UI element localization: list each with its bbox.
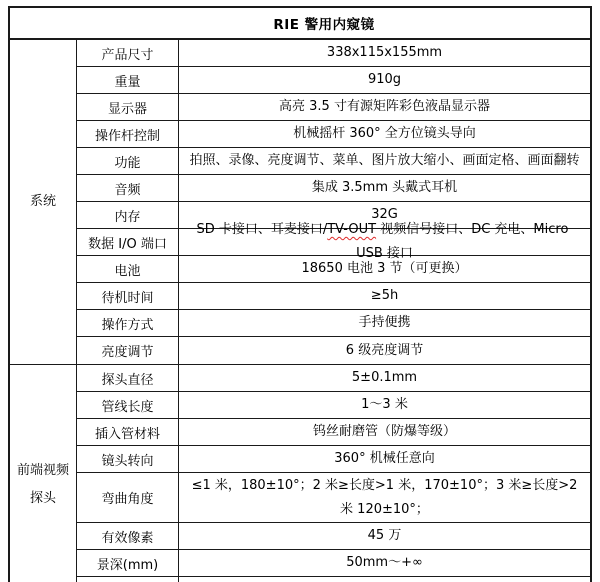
spec-value-text: 集成 3.5mm 头戴式耳机 (311, 180, 458, 195)
spec-label (77, 577, 179, 582)
spec-label: 操作方式 (77, 310, 179, 336)
spec-label: 待机时间 (77, 283, 179, 309)
spec-value-text: 45 万 (367, 528, 402, 543)
spec-label: 探头直径 (77, 365, 179, 391)
sections (10, 40, 590, 582)
spec-value (179, 40, 590, 66)
spec-row (77, 222, 590, 261)
spec-label: 产品尺寸 (77, 40, 179, 66)
group-label-line: 探头 (29, 490, 56, 506)
spec-row (77, 121, 590, 148)
spec-label: 弯曲角度 (77, 473, 179, 522)
spec-value-text: 360° 机械任意向 (334, 451, 435, 466)
value-text-part: 视频信号接口、DC 充电、Micro USB 接口 (356, 222, 573, 261)
spec-value-text: 18650 电池 3 节（可更换） (301, 261, 468, 276)
spec-label: 重量 (77, 67, 179, 93)
spec-value (179, 175, 590, 201)
spec-value-text: 32G (371, 207, 398, 222)
spec-value (179, 148, 590, 174)
spec-label: 功能 (77, 148, 179, 174)
spec-value-text: 910g (367, 72, 402, 87)
spellcheck-underlined-text: TV-OUT (327, 222, 377, 237)
spec-label: 亮度调节 (77, 337, 179, 364)
spec-label: 数据 I/O 端口 (77, 229, 179, 255)
spec-value (179, 256, 590, 282)
spec-value (179, 523, 590, 549)
spec-value (179, 550, 590, 576)
spec-row (77, 446, 590, 473)
spec-row (77, 175, 590, 202)
group-cell (10, 365, 77, 582)
spec-row (77, 550, 590, 577)
spec-value (179, 222, 590, 261)
spec-value-text: 拍照、录像、亮度调节、菜单、图片放大缩小、画面定格、画面翻转 (189, 153, 580, 168)
spec-value-text: 50mm～+∞ (346, 555, 423, 570)
value-text-part: SD 卡接口、耳麦接口/ (196, 222, 328, 237)
spec-value (179, 365, 590, 391)
spec-value-text: 1～3 米 (361, 397, 408, 412)
spec-row (77, 365, 590, 392)
spec-row-partial (77, 577, 590, 582)
spec-value (179, 67, 590, 93)
spec-label: 镜头转向 (77, 446, 179, 472)
spec-row (77, 473, 590, 523)
spec-row (77, 392, 590, 419)
spec-label: 插入管材料 (77, 419, 179, 445)
spec-value (179, 283, 590, 309)
spec-label: 电池 (77, 256, 179, 282)
spec-row (77, 337, 590, 364)
spec-section (10, 40, 590, 364)
spec-value-text: 手持便携 (358, 315, 411, 330)
spec-row (77, 283, 590, 310)
spec-row (77, 67, 590, 94)
spec-label: 内存 (77, 202, 179, 228)
spec-value (179, 473, 590, 522)
spec-value (179, 94, 590, 120)
spec-label: 有效像素 (77, 523, 179, 549)
spec-row (77, 40, 590, 67)
spec-value (179, 392, 590, 418)
spec-label: 显示器 (77, 94, 179, 120)
spec-label: 管线长度 (77, 392, 179, 418)
spec-value-text: 高亮 3.5 寸有源矩阵彩色液晶显示器 (279, 99, 490, 114)
spec-value (179, 121, 590, 147)
spec-row (77, 148, 590, 175)
spec-value (179, 577, 590, 582)
spec-value-text: 5±0.1mm (351, 370, 418, 385)
spec-rows (77, 40, 590, 364)
spec-label: 操作杆控制 (77, 121, 179, 147)
spec-value-text: 机械摇杆 360° 全方位镜头导向 (293, 126, 476, 141)
spec-label: 景深(mm) (77, 550, 179, 576)
spec-label: 音频 (77, 175, 179, 201)
spec-rows (77, 365, 590, 582)
spec-table (8, 6, 592, 582)
spec-value (179, 446, 590, 472)
spec-value-text: 钨丝耐磨管（防爆等级） (312, 424, 456, 439)
spec-row (77, 523, 590, 550)
group-cell (10, 40, 77, 364)
group-label-line: 前端视频 (16, 462, 69, 478)
spec-row (77, 419, 590, 446)
spec-row (77, 310, 590, 337)
spec-value (179, 337, 590, 364)
spec-value-text: ≥5h (370, 288, 399, 303)
spec-value-text: 6 级亮度调节 (345, 342, 424, 358)
spec-value-text: ≤1 米，180±10°；2 米≥长度>1 米，170±10°；3 米≥长度>2 米 120±10°； (191, 477, 578, 517)
spec-value-text: 338x115x155mm (326, 45, 443, 60)
spec-row (77, 256, 590, 283)
spec-section (10, 364, 590, 582)
spec-value (179, 419, 590, 445)
table-title: RIE 警用内窥镜 (10, 8, 590, 40)
group-label-line: 系统 (29, 194, 56, 209)
spec-row (77, 94, 590, 121)
spec-value (179, 310, 590, 336)
